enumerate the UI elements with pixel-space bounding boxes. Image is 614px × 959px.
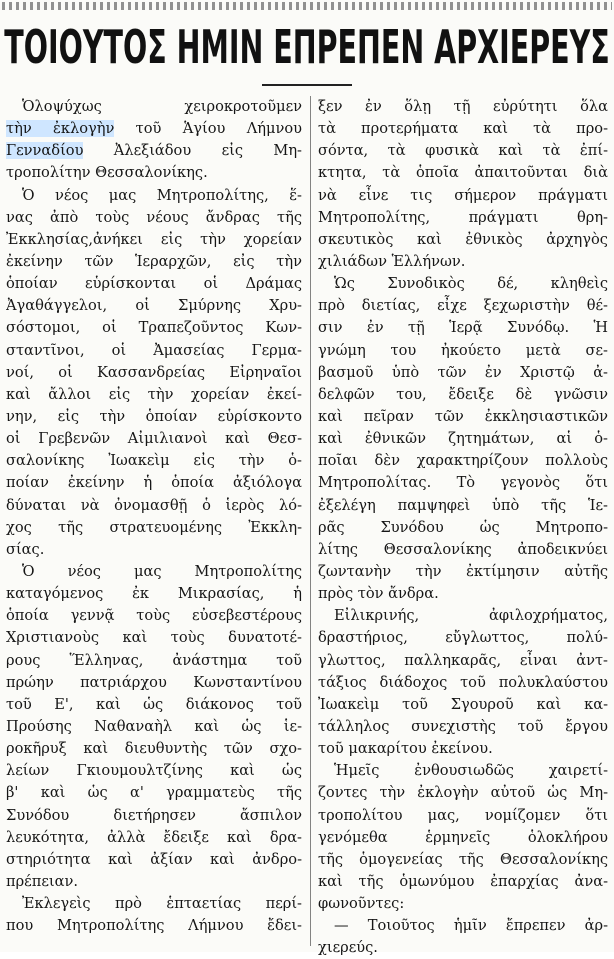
- text-line: ὁποίαν εὑρίσκονται οἱ Δράμας: [6, 275, 302, 293]
- text-line: ζωντανὴν τὴν ἐκτίμησιν αὐτῆς: [318, 562, 608, 580]
- text-line: χιερεύς.: [318, 939, 378, 957]
- text-line: ξεν ἐν ὅλῃ τῇ εὐρύτητι ὅλα: [318, 98, 608, 115]
- text-line: νὰ εἶνε τις σήμερον πράγματι: [318, 186, 608, 204]
- text-line: καταγόμενος ἐκ Μικρασίας, ἡ: [6, 585, 302, 603]
- text-line: ποῖαι δὲν χαρακτηρίζουν πολλοὺς: [318, 452, 608, 470]
- text-line: ζοντες τὴν ἐκλογὴν αὐτοῦ ὡς Μη-: [318, 784, 608, 802]
- text-line: [6, 140, 302, 162]
- text-line: Εἰλικρινής, ἀφιλοχρήματος,: [334, 607, 608, 625]
- highlighted-text: τὴν ἐκλογὴν: [6, 120, 115, 138]
- text-line: σιν ἐν τῇ Ἱερᾷ Συνόδῳ. Ἡ: [318, 319, 608, 337]
- text-line: σίας.: [6, 540, 45, 558]
- text-line: ρους Ἕλληνας, ἀνάστημα τοῦ: [6, 651, 302, 669]
- headline: ΤΟΙΟΥΤΟΣ ΗΜΙΝ ΕΠΡΕΠΕΝ ΑΡΧΙΕΡΕΥΣ: [4, 20, 610, 74]
- text-line: τὰ προτερήματα καὶ τὰ προ-: [318, 120, 608, 138]
- text-line: β' καὶ ὡς α' γραμματεὺς τῆς: [6, 784, 302, 802]
- text-line: τάξιος διάδοχος τοῦ πολυκλαύστου: [318, 673, 608, 691]
- text-line: γλωττος, παλληκαρᾶς, εἶναι ἀντ-: [318, 651, 608, 669]
- text-line: γνώμη του ἠκούετο μετὰ σε-: [318, 341, 608, 359]
- text-line: Μητροπολίτας. Τὸ γεγονὸς ὅτι: [318, 474, 608, 492]
- headline-rule: [262, 84, 352, 86]
- text-segment: τοῦ Ἁγίου Λήμνου: [114, 120, 302, 138]
- text-line: τῆς ὁμογενείας τῆς Θεσσαλονίκης: [318, 850, 608, 868]
- text-line: γενόμεθα ἑρμηνεῖς ὁλοκλήρου: [318, 828, 608, 846]
- text-line: — Τοιοῦτος ἡμῖν ἔπρεπεν ἀρ-: [334, 917, 608, 935]
- text-line: καὶ ἄλλοι εἰς τὴν χορείαν ἐκεί-: [6, 385, 302, 403]
- text-line: τροπολίτην Θεσσαλονίκης.: [6, 164, 208, 182]
- text-line: Ἀγαθάγγελοι, οἱ Σμύρνης Χρυ-: [6, 297, 302, 315]
- text-line: Ὁ νέος μας Μητροπολίτης, ἕ-: [22, 186, 302, 204]
- text-line: πρὸ διετίας, εἶχε ξεχωριστὴν θέ-: [318, 297, 608, 315]
- text-line: Ἰωακεὶμ τοῦ Σγουροῦ καὶ κα-: [318, 695, 608, 713]
- text-line: Ἐκκλησίας,ἀνήκει εἰς τὴν χορείαν: [6, 230, 302, 248]
- text-line: καὶ τῆς ὁμωνύμου ἐπαρχίας ἀνα-: [318, 872, 608, 890]
- text-line: σόντα, τὰ φυσικὰ καὶ τὰ ἐπί-: [318, 142, 608, 160]
- text-line: στηριότητα καὶ ἀξίαν καὶ ἀνδρο-: [6, 850, 302, 868]
- text-line: λείων Γκιουμουλτζίνης καὶ ὡς: [6, 762, 302, 780]
- decorative-top-border: [2, 2, 612, 10]
- text-line: ρᾶς Συνόδου ὡς Μητροπο-: [318, 518, 608, 536]
- text-line: πρώην πατριάρχου Κωνσταντίνου: [6, 673, 302, 691]
- text-line: Ὁλοψύχως χειροκροτοῦμεν: [22, 98, 302, 115]
- text-line: σταντῖνοι, οἱ Ἀμασείας Γερμα-: [6, 341, 302, 359]
- text-line: βασμοῦ ὑπὸ τῶν ἐν Χριστῷ ἀ-: [318, 363, 608, 381]
- text-line: δελφῶν του, ἔδειξε δὲ γνῶσιν: [318, 385, 608, 403]
- text-line: σκευτικὸς καὶ ἐθνικὸς ἀρχηγὸς: [318, 230, 608, 248]
- text-line: νοί, οἱ Κασσανδρείας Εἰρηναῖοι: [6, 363, 302, 381]
- text-line: πρέπειαν.: [6, 872, 78, 890]
- text-line: τοῦ μακαρίτου ἐκείνου.: [318, 740, 493, 758]
- text-line: Ἡμεῖς ἐνθουσιωδῶς χαιρετί-: [334, 762, 608, 780]
- text-line: καὶ πεῖραν τῶν ἐκκλησιαστικῶν: [318, 407, 608, 425]
- text-line: τάλληλος συνεχιστὴς τοῦ ἔργου: [318, 717, 608, 735]
- text-line: δραστήριος, εὔγλωττος, πολύ-: [318, 629, 608, 647]
- text-line: δύναται νὰ ὀνομασθῇ ὁ ἱερὸς λό-: [6, 496, 302, 514]
- text-line: τροπολίτου μας, νομίζομεν ὅτι: [318, 806, 608, 824]
- text-line: ροκῆρυξ καὶ διευθυντὴς τῶν σχο-: [6, 740, 302, 758]
- text-line: καὶ ἐθνικῶν ζητημάτων, αἱ ὁ-: [318, 430, 608, 448]
- text-line: νην, εἰς τὴν ὁποίαν εὑρίσκοντο: [6, 407, 302, 425]
- text-line: που Μητροπολίτης Λήμνου ἔδει-: [6, 917, 302, 935]
- text-line: Χριστιανοὺς καὶ τοὺς δυνατοτέ-: [6, 629, 302, 647]
- text-line: χιλιάδων Ἑλλήνων.: [318, 252, 466, 270]
- text-line: νας ἀπὸ τοὺς νέους ἄνδρας τῆς: [6, 208, 302, 226]
- text-line: λίτης Θεσσαλονίκης ἀποδεικνύει: [318, 540, 608, 558]
- column-divider: [310, 96, 311, 946]
- highlighted-text: Γενναδίου: [6, 142, 84, 160]
- text-line: ἐξελέγη παμψηφεὶ ὑπὸ τῆς Ἱε-: [318, 496, 608, 514]
- text-line: [6, 118, 302, 140]
- left-column: [6, 96, 302, 937]
- text-line: Ὁ νέος μας Μητροπολίτης: [22, 562, 302, 580]
- text-line: ποίαν ἐκείνην ἡ ὁποία ἀξιόλογα: [6, 474, 302, 492]
- text-line: ὁποία γεννᾷ τοὺς εὐσεβεστέρους: [6, 607, 302, 625]
- text-line: λευκότητα, ἀλλὰ ἔδειξε καὶ δρα-: [6, 828, 302, 846]
- text-line: Προύσης Ναθαναὴλ καὶ ὡς ἱε-: [6, 717, 302, 735]
- text-line: χος τῆς στρατευομένης Ἐκκλη-: [6, 518, 302, 536]
- text-line: σαλονίκης Ἰωακεὶμ εἰς τὴν ὁ-: [6, 452, 302, 470]
- text-line: τοῦ Ε', καὶ ὡς διάκονος τοῦ: [6, 695, 302, 713]
- right-column: [318, 96, 608, 959]
- text-line: φωνοῦντες:: [318, 895, 405, 913]
- text-line: σόστομοι, οἱ Τραπεζοῦντος Κων-: [6, 319, 302, 337]
- text-line: Ὡς Συνοδικὸς δέ, κληθεὶς: [334, 275, 608, 293]
- text-line: κτητα, τὰ ὁποῖα ἀπαιτοῦνται διὰ: [318, 164, 608, 182]
- text-segment: Ἀλεξιάδου εἰς Μη-: [83, 142, 302, 160]
- text-line: Συνόδου διετήρησεν ἄσπιλον: [6, 806, 302, 824]
- text-line: πρὸς τὸν ἄνδρα.: [318, 585, 439, 603]
- text-line: Μητροπολίτης, πράγματι θρη-: [318, 208, 608, 226]
- text-line: Ἐκλεγεὶς πρὸ ἑπταετίας περί-: [22, 895, 302, 913]
- text-line: οἱ Γρεβενῶν Αἰμιλιανοὶ καὶ Θεσ-: [6, 430, 302, 448]
- text-line: ἐκείνην τῶν Ἱεραρχῶν, εἰς τὴν: [6, 252, 302, 270]
